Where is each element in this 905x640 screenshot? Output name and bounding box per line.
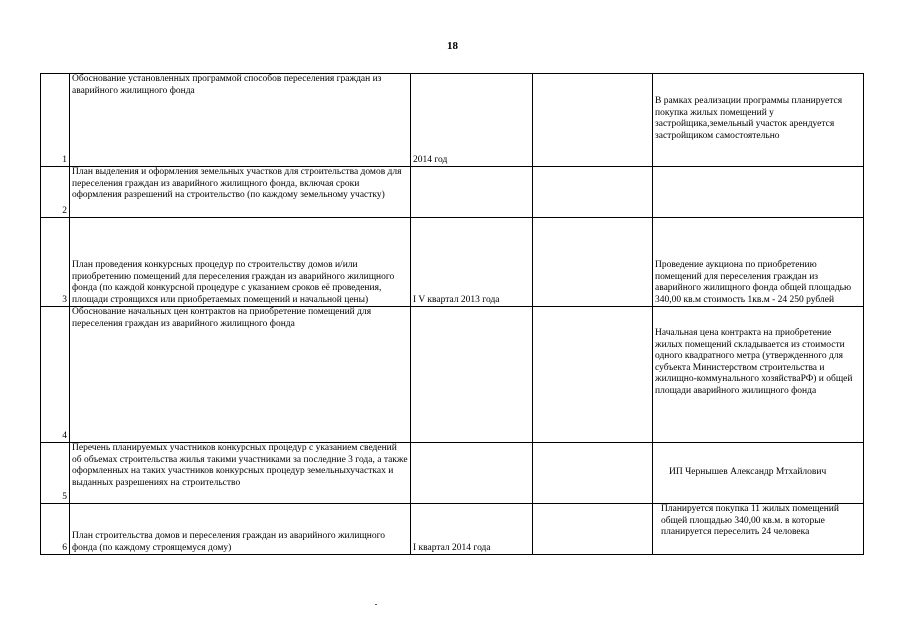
row-period: I V квартал 2013 года: [411, 218, 533, 307]
row-period: [411, 167, 533, 218]
row-col4: [533, 443, 653, 504]
program-plan-table: [40, 73, 864, 555]
row-note: Проведение аукциона по приобретению помещений для переселения граждан из аварийного жилищного фонда общей площадью 340,00 кв.м стоимость 1кв.м - 24 250 рублей: [653, 218, 864, 307]
row-period: [411, 307, 533, 443]
row-col4: [533, 504, 653, 555]
table-row: [41, 504, 864, 555]
row-note: ИП Чернышев Александр Мтхайлович: [653, 443, 864, 504]
row-description: План строительства домов и переселения граждан из аварийного жилищного фонда (по каждому строящемуся дому): [70, 504, 411, 555]
row-number: 5: [41, 443, 70, 504]
row-col4: [533, 74, 653, 167]
row-period: 2014 год: [411, 74, 533, 167]
row-description: Обоснование установленных программой способов переселения граждан из аварийного жилищного фонда: [70, 74, 411, 167]
row-period: [411, 443, 533, 504]
table-row: [41, 218, 864, 307]
row-note: [653, 167, 864, 218]
row-note: В рамках реализации программы планируется покупка жилых помещений у застройщика,земельный участок арендуется застройщиком самостоятельно: [653, 74, 864, 167]
row-number: 6: [41, 504, 70, 555]
row-col4: [533, 167, 653, 218]
row-col4: [533, 218, 653, 307]
row-note: Начальная цена контракта на приобретение жилых помещений складывается из стоимости одного квадратного метра (утвержденного для субъекта Министерством строительства и жилищно-коммунального хозяйстваРФ) и общей площади аварийного жилищного фонда: [653, 307, 864, 443]
row-number: 4: [41, 307, 70, 443]
row-note: Планируется покупка 11 жилых помещений общей площадью 340,00 кв.м. в которые планируется переселить 24 человека: [653, 504, 864, 555]
row-number: 1: [41, 74, 70, 167]
table-row: [41, 167, 864, 218]
row-period: I квартал 2014 года: [411, 504, 533, 555]
table-row: [41, 74, 864, 167]
row-description: План выделения и оформления земельных участков для строительства домов для переселения граждан из аварийного жилищного фонда, включая сроки оформления разрешений на строительство (по каждому земельному участку): [70, 167, 411, 218]
table-row: [41, 307, 864, 443]
row-number: 3: [41, 218, 70, 307]
row-description: Обоснование начальных цен контрактов на приобретение помещений для переселения граждан из аварийного жилищного фонда: [70, 307, 411, 443]
row-number: 2: [41, 167, 70, 218]
table-row: [41, 443, 864, 504]
scan-speck: [375, 604, 377, 605]
row-description: Перечень планируемых участников конкурсных процедур с указанием сведений об объемах строительства жилья такими участниками за последние 3 года, а также оформленных на таких участников конкурсных процедур земельныхучастках и выданных разрешениях на строительство: [70, 443, 411, 504]
row-description: План проведения конкурсных процедур по строительству домов и/или приобретению помещений для переселения граждан из аварийного жилищного фонда (по каждой конкурсной процедуре с указанием сроков её проведения, площади строящихся или приобретаемых помещений и начальной цены): [70, 218, 411, 307]
row-col4: [533, 307, 653, 443]
page-number: 18: [447, 40, 458, 52]
